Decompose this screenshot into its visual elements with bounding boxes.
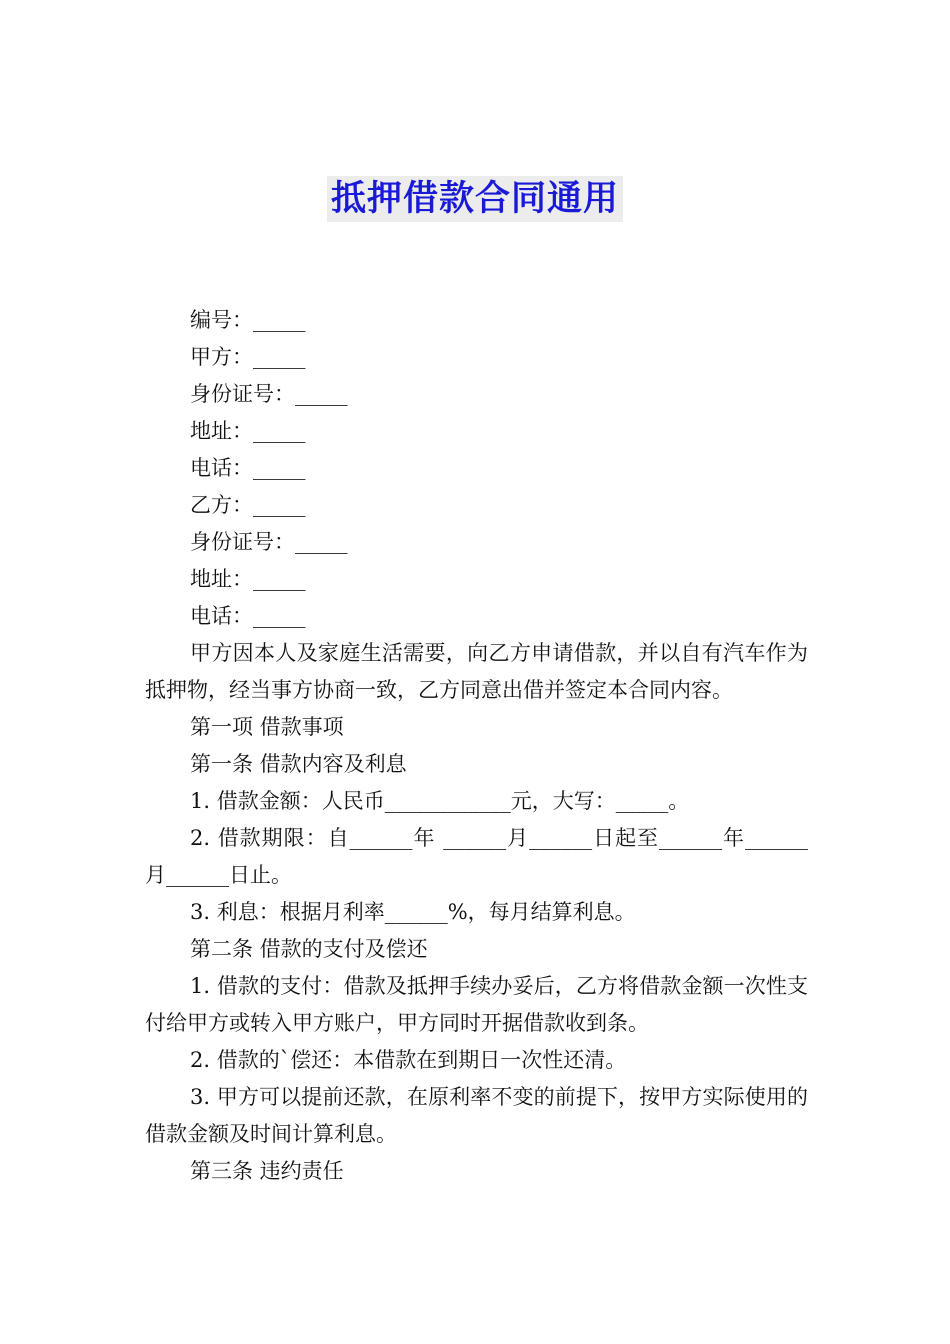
field-party-a-id: 身份证号：_____ — [190, 382, 348, 406]
field-contract-number: 编号：_____ — [190, 308, 306, 332]
field-party-a-phone: 电话：_____ — [190, 456, 306, 480]
field-party-b-phone: 电话：_____ — [190, 604, 306, 628]
article-1-heading: 第一条 借款内容及利息 — [190, 752, 407, 776]
document-title: 抵押借款合同通用 — [327, 176, 623, 222]
article-2-item-3: 3. 甲方可以提前还款，在原利率不变的前提下，按甲方实际使用的借款金额及时间计算利息。 — [145, 1085, 808, 1146]
document-body — [145, 302, 808, 1190]
article-1-item-2: 2. 借款期限：自______年 ______月______日起至______年______月______日止。 — [145, 826, 808, 887]
article-1-item-1: 1. 借款金额：人民币____________元，大写：_____。 — [190, 789, 690, 813]
article-3-heading: 第三条 违约责任 — [190, 1159, 344, 1183]
article-2-heading: 第二条 借款的支付及偿还 — [190, 937, 428, 961]
field-party-b-address: 地址：_____ — [190, 567, 306, 591]
section-1-heading: 第一项 借款事项 — [190, 715, 344, 739]
title-container — [0, 176, 950, 222]
field-party-b: 乙方：_____ — [190, 493, 306, 517]
field-party-a-address: 地址：_____ — [190, 419, 306, 443]
article-2-item-1: 1. 借款的支付：借款及抵押手续办妥后，乙方将借款金额一次性支付给甲方或转入甲方账户，甲方同时开据借款收到条。 — [145, 974, 808, 1035]
field-party-a: 甲方：_____ — [190, 345, 306, 369]
article-1-item-3: 3. 利息：根据月利率______%，每月结算利息。 — [190, 900, 636, 924]
intro-paragraph: 甲方因本人及家庭生活需要，向乙方申请借款，并以自有汽车作为抵押物，经当事方协商一致，乙方同意出借并签定本合同内容。 — [145, 641, 808, 702]
article-2-item-2: 2. 借款的`偿还：本借款在到期日一次性还清。 — [190, 1048, 627, 1072]
field-party-b-id: 身份证号：_____ — [190, 530, 348, 554]
